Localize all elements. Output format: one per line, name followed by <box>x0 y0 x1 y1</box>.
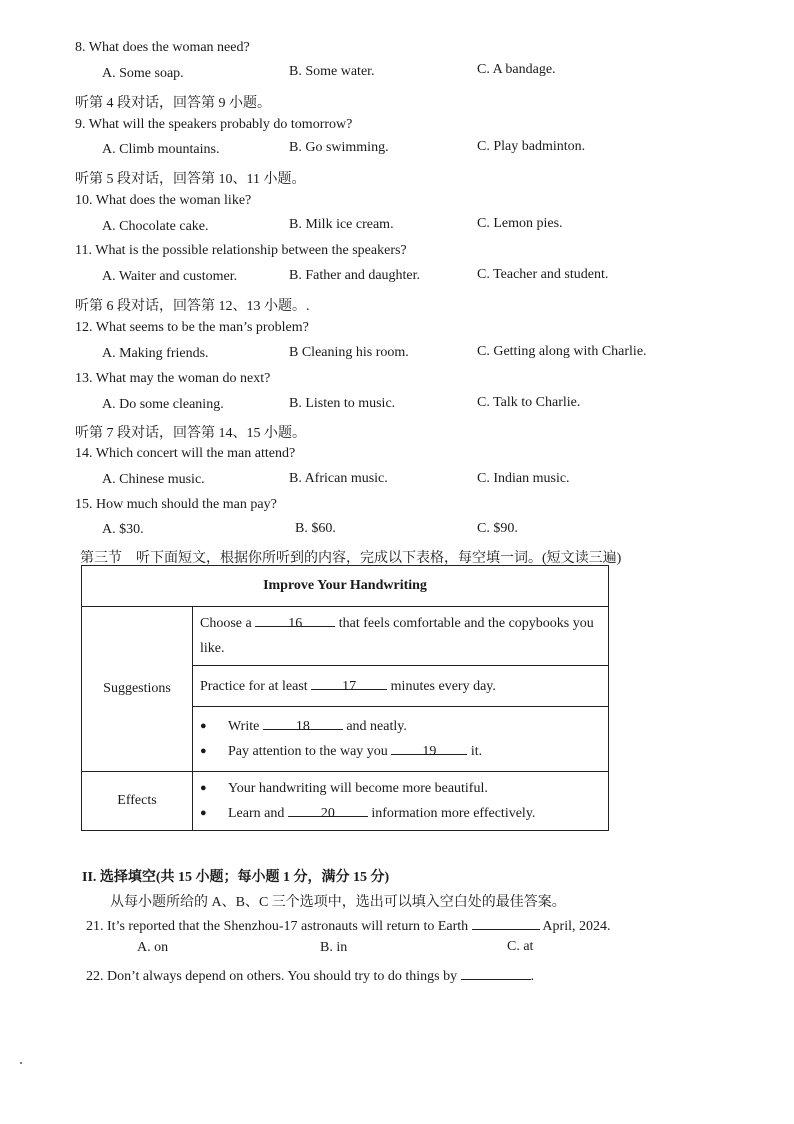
option-10b: B. Milk ice cream. <box>289 217 394 232</box>
question-14: 14. Which concert will the man attend? <box>75 446 296 461</box>
question-8: 8. What does the woman need? <box>75 40 250 55</box>
option-21a: A. on <box>137 940 169 955</box>
option-11c: C. Teacher and student. <box>477 267 609 282</box>
suggestion-row-2: Practice for at least 17 minutes every day. <box>193 666 609 707</box>
blank-20[interactable]: 20 <box>288 801 368 817</box>
option-21c: C. at <box>507 939 534 954</box>
instruction-p4: 听第 4 段对话，回答第 9 小题。 <box>75 96 271 111</box>
option-14a: A. Chinese music. <box>102 472 205 487</box>
blank-19[interactable]: 19 <box>391 739 467 755</box>
question-22: 22. Don’t always depend on others. You should try to do things by . <box>86 964 534 985</box>
option-13c: C. Talk to Charlie. <box>477 395 581 410</box>
scan-speck <box>20 1062 22 1064</box>
instruction-p7: 听第 7 段对话，回答第 14、15 小题。 <box>75 426 306 441</box>
blank-16[interactable]: 16 <box>255 611 335 627</box>
option-15c: C. $90. <box>477 521 518 536</box>
section-3-heading: 第三节 听下面短文，根据你所听到的内容，完成以下表格，每空填一词。(短文读三遍) <box>80 551 622 566</box>
question-21: 21. It’s reported that the Shenzhou-17 astronauts will return to Earth April, 2024. <box>86 914 610 935</box>
effects-cell <box>193 772 609 831</box>
question-15: 15. How much should the man pay? <box>75 497 277 512</box>
suggestion-row-1: Choose a 16 that feels comfortable and the copybooks you like. <box>193 607 609 666</box>
option-9b: B. Go swimming. <box>289 140 389 155</box>
option-10a: A. Chocolate cake. <box>102 219 209 234</box>
option-9c: C. Play badminton. <box>477 139 586 154</box>
option-8b: B. Some water. <box>289 64 375 79</box>
option-11a: A. Waiter and customer. <box>102 269 238 284</box>
option-8c: C. A bandage. <box>477 62 556 77</box>
option-15b: B. $60. <box>295 521 336 536</box>
blank-17[interactable]: 17 <box>311 674 387 690</box>
blank-18[interactable]: 18 <box>263 714 343 730</box>
option-9a: A. Climb mountains. <box>102 142 220 157</box>
suggestions-label: Suggestions <box>82 607 193 772</box>
suggestion-row-3 <box>193 707 609 772</box>
instruction-p5: 听第 5 段对话，回答第 10、11 小题。 <box>75 172 306 187</box>
option-8a: A. Some soap. <box>102 66 184 81</box>
option-14b: B. African music. <box>289 471 388 486</box>
option-21b: B. in <box>320 940 348 955</box>
instruction-p6: 听第 6 段对话，回答第 12、13 小题。. <box>75 299 310 314</box>
bullet-effect-1: ● Your handwriting will become more beautiful. <box>200 776 608 801</box>
blank-21[interactable] <box>472 914 540 930</box>
option-12a: A. Making friends. <box>102 346 209 361</box>
question-10: 10. What does the woman like? <box>75 193 252 208</box>
question-13: 13. What may the woman do next? <box>75 371 271 386</box>
part-2-heading: II. 选择填空(共 15 小题；每小题 1 分，满分 15 分) <box>82 870 390 885</box>
option-12b: B Cleaning his room. <box>289 345 409 360</box>
option-12c: C. Getting along with Charlie. <box>477 344 647 359</box>
effects-label: Effects <box>82 772 193 831</box>
bullet-attention: ● Pay attention to the way you 19 it. <box>200 739 608 764</box>
handwriting-table <box>81 565 609 831</box>
bullet-write: ● Write 18 and neatly. <box>200 714 608 739</box>
option-14c: C. Indian music. <box>477 471 570 486</box>
option-15a: A. $30. <box>102 522 144 537</box>
option-11b: B. Father and daughter. <box>289 268 421 283</box>
option-13b: B. Listen to music. <box>289 396 396 411</box>
part-2-instruction: 从每小题所给的 A、B、C 三个选项中，选出可以填入空白处的最佳答案。 <box>110 895 566 910</box>
option-10c: C. Lemon pies. <box>477 216 563 231</box>
table-title: Improve Your Handwriting <box>82 566 609 607</box>
bullet-effect-2: ● Learn and 20 information more effectively. <box>200 801 608 826</box>
question-9: 9. What will the speakers probably do tomorrow? <box>75 117 353 132</box>
option-13a: A. Do some cleaning. <box>102 397 224 412</box>
question-12: 12. What seems to be the man’s problem? <box>75 320 309 335</box>
blank-22[interactable] <box>461 964 531 980</box>
question-11: 11. What is the possible relationship between the speakers? <box>75 243 407 258</box>
